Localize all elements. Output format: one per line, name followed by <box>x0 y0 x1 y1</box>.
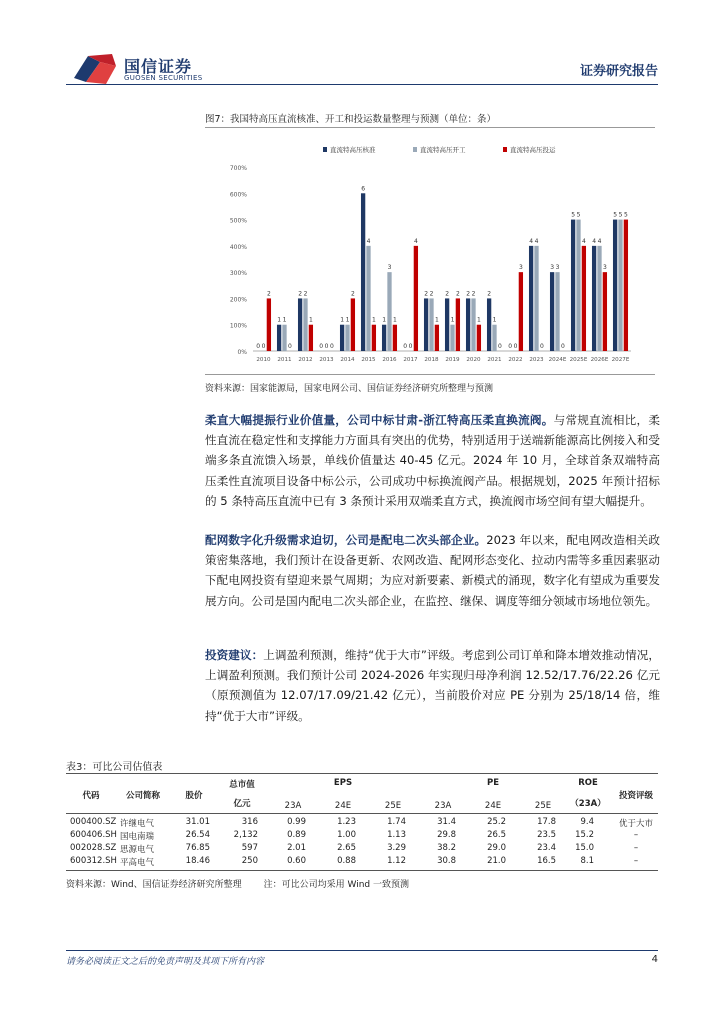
table-cell-roe: 15.2 <box>575 830 594 840</box>
data-label: 5 <box>571 211 576 219</box>
data-label: 3 <box>518 264 523 272</box>
table-cell-eps24: 0.88 <box>337 856 356 866</box>
x-tick-label: 2021 <box>487 357 502 363</box>
table-source-text: 资料来源：Wind、国信证券经济研究所整理 <box>66 880 242 890</box>
bar <box>456 298 460 351</box>
bar <box>429 298 433 351</box>
data-label: 0 <box>319 343 324 350</box>
logo-text-en: GUOSEN SECURITIES <box>124 74 203 82</box>
data-label: 0 <box>560 343 565 350</box>
table-cell-mcap: 597 <box>241 843 258 853</box>
bar <box>345 325 349 351</box>
data-label: 1 <box>282 316 287 324</box>
bar <box>492 325 496 351</box>
col-header-rating: 投资评级 <box>618 791 653 801</box>
data-label: 0 <box>513 343 518 350</box>
data-label: 1 <box>345 316 350 324</box>
x-tick-label: 2027E <box>611 357 630 363</box>
bar <box>445 298 449 351</box>
data-label: 1 <box>492 316 497 324</box>
data-label: 0 <box>287 343 292 350</box>
y-tick-label: 600% <box>229 191 247 199</box>
table-cell-pe25: 23.5 <box>537 830 556 840</box>
data-label: 1 <box>476 316 481 324</box>
data-label: 0 <box>539 343 544 350</box>
table-cell-eps24: 2.65 <box>337 843 356 853</box>
table-cell-eps25: 1.12 <box>387 856 406 866</box>
x-tick-label: 2016 <box>382 357 397 363</box>
data-label: 4 <box>366 237 371 245</box>
table-cell-pe24: 26.5 <box>487 830 506 840</box>
data-label: 0 <box>261 343 266 350</box>
table-cell-pe23: 38.2 <box>437 843 456 853</box>
y-tick-label: 700% <box>229 165 247 172</box>
bar <box>267 298 271 351</box>
figure-bottom-rule <box>205 374 655 375</box>
data-label: 2 <box>445 290 450 298</box>
table-cell-price: 18.46 <box>185 856 210 866</box>
table-cell-eps25: 1.13 <box>387 830 406 840</box>
col-header-name: 公司简称 <box>125 791 160 801</box>
paragraph-investment-advice <box>205 645 660 726</box>
col-header-pe-24e: 24E <box>484 801 502 811</box>
table-cell-eps25: 3.29 <box>387 843 406 853</box>
table-cell-eps24: 1.23 <box>337 817 356 827</box>
data-label: 2 <box>429 290 434 298</box>
y-tick-label: 200% <box>229 296 247 304</box>
table-cell-name: 许继电气 <box>120 819 155 829</box>
data-label: 2 <box>298 290 303 298</box>
table-header-rule <box>66 813 658 814</box>
x-tick-label: 2025E <box>569 357 588 363</box>
x-tick-label: 2026E <box>590 357 609 363</box>
bar <box>582 246 586 351</box>
col-header-pe-23a: 23A <box>434 801 452 811</box>
bar <box>366 246 370 351</box>
data-label: 4 <box>529 237 534 245</box>
data-label: 1 <box>392 316 397 324</box>
bar <box>471 298 475 351</box>
bar <box>613 220 617 351</box>
bar <box>351 298 355 351</box>
bar <box>303 298 307 351</box>
bar <box>529 246 533 351</box>
report-type-title: 证券研究报告 <box>579 64 658 79</box>
data-label: 4 <box>534 237 539 245</box>
y-tick-label: 500% <box>229 217 247 225</box>
table-cell-pe24: 29.0 <box>487 843 506 853</box>
bar <box>435 325 439 351</box>
legend-label: 直流特高压投运 <box>510 146 556 154</box>
y-tick-label: 300% <box>229 270 247 278</box>
data-label: 0 <box>497 343 502 350</box>
x-tick-label: 2023 <box>529 357 544 363</box>
data-label: 2 <box>471 290 476 298</box>
table-cell-code: 002028.SZ <box>70 843 117 853</box>
table-cell-eps23: 0.60 <box>287 856 306 866</box>
table-caption: 表3：可比公司估值表 <box>66 762 163 773</box>
col-header-eps-24e: 24E <box>334 801 352 811</box>
col-header-code: 代码 <box>82 791 100 801</box>
y-tick-label: 0% <box>237 349 247 356</box>
bar <box>555 272 559 351</box>
table-cell-code: 600312.SH <box>70 856 117 866</box>
bar <box>393 325 397 351</box>
table-cell-pe24: 21.0 <box>487 856 506 866</box>
bar <box>603 272 607 351</box>
data-label: 1 <box>450 316 455 324</box>
table-cell-pe23: 30.8 <box>437 856 456 866</box>
table-cell-rating: – <box>633 830 639 840</box>
x-tick-label: 2014 <box>340 357 355 363</box>
footer-disclaimer: 请务必阅读正文之后的免责声明及其项下所有内容 <box>66 957 265 967</box>
table-cell-eps24: 1.00 <box>337 830 356 840</box>
data-label: 2 <box>466 290 471 298</box>
x-tick-label: 2015 <box>361 357 376 363</box>
col-header-mcap: 总市值 <box>229 780 255 790</box>
table-cell-code: 600406.SH <box>70 830 117 840</box>
data-label: 5 <box>618 211 623 219</box>
header-divider <box>66 84 658 85</box>
table-cell-rating: – <box>633 856 639 866</box>
x-tick-label: 2013 <box>319 357 334 363</box>
paragraph-distribution-network <box>205 530 660 611</box>
bar <box>576 220 580 351</box>
data-label: 1 <box>277 316 282 324</box>
figure-source: 资料来源：国家能源局，国家电网公司、国信证券经济研究所整理与预测 <box>205 384 494 394</box>
col-header-eps-23a: 23A <box>284 801 302 811</box>
bar <box>571 220 575 351</box>
y-tick-label: 400% <box>229 243 247 251</box>
col-header-eps: EPS <box>333 778 353 788</box>
table-cell-price: 26.54 <box>185 830 210 840</box>
table-cell-price: 31.01 <box>185 817 210 827</box>
table-cell-eps23: 0.89 <box>287 830 306 840</box>
x-tick-label: 2019 <box>445 357 460 363</box>
logo-mark-icon <box>72 52 118 86</box>
data-label: 4 <box>581 237 586 245</box>
data-label: 4 <box>597 237 602 245</box>
data-label: 2 <box>266 290 271 298</box>
paragraph-text: 与常规直流相比，柔性直流在稳定性和支撑能力方面具有突出的优势，特别适用于送端新能源高比例接入和受端多条直流馈入场景，单线价值量达 40-45 亿元。2024 年 10 月，全球首条双端特高压柔性直流项目设备中标公示，公司成功中标换流阀产品。根据规划，2025 年预计招标的 5 条特高压直流中已有 3 条预计采用双端柔直方式，换流阀市场空间有望大幅提升。 <box>205 413 660 508</box>
col-header-roe: ROE <box>578 778 598 788</box>
data-label: 0 <box>403 343 408 350</box>
y-tick-label: 100% <box>229 322 247 330</box>
bar <box>450 325 454 351</box>
table-cell-pe23: 31.4 <box>437 817 456 827</box>
data-label: 2 <box>487 290 492 298</box>
table-cell-roe: 8.1 <box>580 856 594 866</box>
table-cell-name: 国电南瑞 <box>120 832 155 842</box>
table-cell-eps23: 2.01 <box>287 843 306 853</box>
bar <box>624 220 628 351</box>
bar <box>597 246 601 351</box>
data-label: 1 <box>371 316 376 324</box>
table-cell-pe23: 29.8 <box>437 830 456 840</box>
x-tick-label: 2010 <box>256 357 271 363</box>
company-logo <box>72 52 232 88</box>
table-bottom-rule <box>66 870 658 871</box>
x-tick-label: 2020 <box>466 357 481 363</box>
data-label: 6 <box>361 185 366 193</box>
paragraph-text: 上调盈利预测，维持“优于大市”评级。考虑到公司订单和降本增效推动情况，上调盈利预测。我们预计公司 2024-2026 年实现归母净利润 12.52/17.76/22.26 亿元（原预测值为 12.07/17.09/21.42 亿元），当前股价对应 PE 分别为 25/18/14 倍，维持“优于大市”评级。 <box>205 648 660 723</box>
figure-top-rule <box>205 127 655 128</box>
col-header-pe-25e: 25E <box>534 801 552 811</box>
figure-caption: 图7：我国特高压直流核准、开工和投运数量整理与预测（单位：条） <box>205 114 497 125</box>
table-cell-mcap: 316 <box>241 817 258 827</box>
data-label: 0 <box>408 343 413 350</box>
x-tick-label: 2024E <box>548 357 567 363</box>
bar <box>592 246 596 351</box>
legend-label: 直流特高压核准 <box>330 146 376 154</box>
table-source <box>66 877 409 890</box>
bar <box>487 298 491 351</box>
bar <box>361 193 365 351</box>
bar <box>534 246 538 351</box>
x-tick-label: 2011 <box>277 357 292 363</box>
logo-text-cn: 国信证券 <box>124 57 193 76</box>
col-header-pe: PE <box>486 778 500 788</box>
x-tick-label: 2022 <box>508 357 523 363</box>
data-label: 1 <box>382 316 387 324</box>
table-cell-code: 000400.SZ <box>70 817 117 827</box>
col-header-roe-year: （23A） <box>570 799 606 809</box>
bar <box>372 325 376 351</box>
table-cell-pe25: 23.4 <box>537 843 556 853</box>
table-cell-eps23: 0.99 <box>287 817 306 827</box>
table-cell-roe: 9.4 <box>580 817 594 827</box>
bar <box>424 298 428 351</box>
uhv-dc-bar-chart <box>205 135 655 371</box>
bar <box>277 325 281 351</box>
data-label: 5 <box>576 211 581 219</box>
table-cell-pe25: 16.5 <box>537 856 556 866</box>
table-cell-price: 76.85 <box>185 843 210 853</box>
table-cell-eps25: 1.74 <box>387 817 406 827</box>
col-header-eps-25e: 25E <box>384 801 402 811</box>
legend-swatch <box>503 147 507 152</box>
x-tick-label: 2018 <box>424 357 439 363</box>
data-label: 3 <box>602 264 607 272</box>
table-cell-roe: 15.0 <box>575 843 594 853</box>
paragraph-flexible-dc <box>205 410 660 511</box>
col-header-mcap-unit: 亿元 <box>233 799 251 809</box>
col-header-price: 股价 <box>185 791 203 801</box>
data-label: 1 <box>434 316 439 324</box>
bar <box>309 325 313 351</box>
paragraph-text: 2023 年以来，配电网改造相关政策密集落地，我们预计在设备更新、农网改造、配网形态变化、拉动内需等多重因素驱动下配电网投资有望迎来景气周期；为应对新要素、新模式的涌现，数字化有望成为重要发展方向。公司是国内配电二次头部企业，在监控、继保、调度等细分领域市场地位领先。 <box>205 533 660 608</box>
data-label: 3 <box>387 264 392 272</box>
data-label: 0 <box>324 343 329 350</box>
data-label: 5 <box>613 211 618 219</box>
bar <box>282 325 286 351</box>
table-cell-rating: 优于大市 <box>618 819 653 829</box>
data-label: 2 <box>303 290 308 298</box>
bar <box>298 298 302 351</box>
table-cell-rating: – <box>633 843 639 853</box>
bar <box>414 246 418 351</box>
table-cell-mcap: 250 <box>241 856 258 866</box>
table-cell-pe25: 17.8 <box>537 817 556 827</box>
paragraph-lead: 投资建议： <box>205 648 264 662</box>
table-cell-name: 平高电气 <box>120 858 155 868</box>
data-label: 0 <box>329 343 334 350</box>
bar <box>340 325 344 351</box>
bar <box>387 272 391 351</box>
data-label: 2 <box>455 290 460 298</box>
page-number: 4 <box>651 954 658 965</box>
table-note: 注：可比公司均采用 Wind 一致预测 <box>263 880 409 890</box>
table-cell-mcap: 2,132 <box>233 830 258 840</box>
data-label: 4 <box>413 237 418 245</box>
table-cell-pe24: 25.2 <box>487 817 506 827</box>
bar <box>519 272 523 351</box>
data-label: 1 <box>308 316 313 324</box>
bar <box>477 325 481 351</box>
table-top-rule <box>66 773 658 774</box>
data-label: 0 <box>256 343 261 350</box>
data-label: 2 <box>350 290 355 298</box>
x-tick-label: 2012 <box>298 357 313 363</box>
bar <box>382 325 386 351</box>
data-label: 0 <box>508 343 513 350</box>
table-cell-name: 思源电气 <box>120 845 155 855</box>
data-label: 4 <box>592 237 597 245</box>
bar <box>550 272 554 351</box>
data-label: 1 <box>340 316 345 324</box>
data-label: 3 <box>550 264 555 272</box>
bar <box>466 298 470 351</box>
data-label: 3 <box>555 264 560 272</box>
bar <box>618 220 622 351</box>
legend-swatch <box>413 147 417 152</box>
data-label: 2 <box>424 290 429 298</box>
legend-swatch <box>323 147 327 152</box>
paragraph-lead: 柔直大幅提振行业价值量，公司中标甘肃-浙江特高压柔直换流阀。 <box>205 413 554 427</box>
footer-divider <box>66 950 658 951</box>
data-label: 5 <box>623 211 628 219</box>
x-tick-label: 2017 <box>403 357 418 363</box>
paragraph-lead: 配网数字化升级需求迫切，公司是配电二次头部企业。 <box>205 533 487 547</box>
legend-label: 直流特高压开工 <box>420 146 466 154</box>
